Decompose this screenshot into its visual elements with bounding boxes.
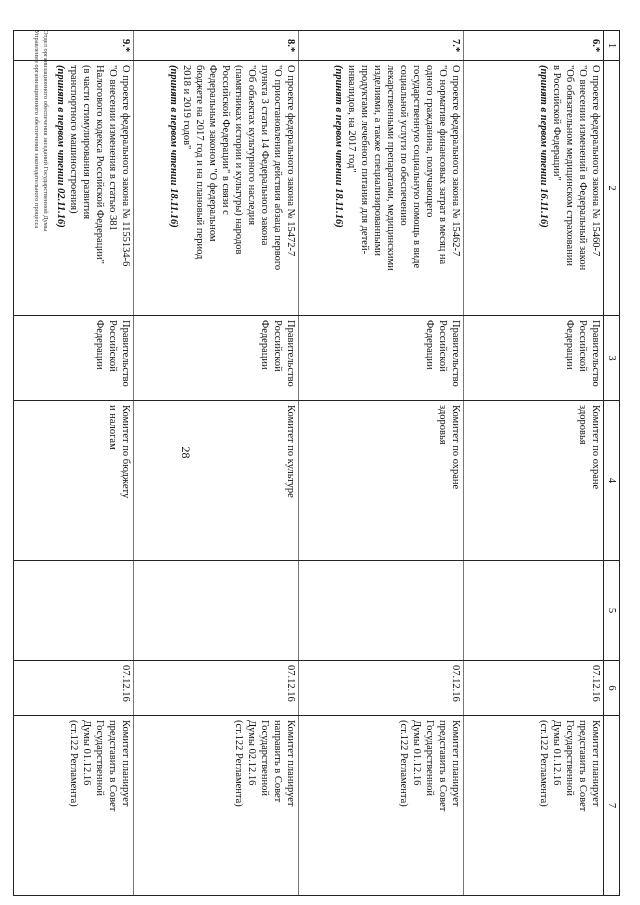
bills-table [13,30,620,896]
bill-description: О проекте федерального закона № 15462-7 "О нормативе финансовых затрат в месяц на одного гражданина, получающего государственную социальную помощь в виде социальной услуги по обеспечению лекарственными препаратами, медицинскими изделиями, а также специализированными продуктами лечебного питания для детей- инвалидов, на 2017 год" [346,65,461,271]
row-number: 7.* [299,31,464,61]
initiator: Правительство Российской Федерации [464,316,604,401]
footer [32,30,50,231]
reading-note: (принят в первом чтении 16.11.16) [538,65,549,228]
table-row [134,31,299,896]
column-header-4: 4 [604,401,620,561]
bill-description-cell [464,61,604,316]
column-header-2: 2 [604,61,620,316]
footer-line-1: Отдел организационного обеспечения заседаний Государственной Думы [42,30,49,232]
bill-description: О проекте федерального закона № 15472-7 "О приостановлении действия абзаца первого пункта 3 статьи 14 Федерального закона "Об объектах культурного наследия (памятниках истории и культуры) народов Российской Федерации" в связи с Федеральным законом "О федеральном бюджете на 2017 год и на плановый период 2018 и 2019 годов" [181,65,296,271]
table-row [464,31,604,896]
column-5-cell [134,561,299,661]
column-header-7: 7 [604,716,620,896]
column-header-6: 6 [604,661,620,716]
column-5-cell [299,561,464,661]
remark: Комитет планирует представить в Совет Государственной Думы 01.12.16 (ст.122 Регламента) [464,716,604,896]
row-number: 8.* [134,31,299,61]
committee: Комитет по культуре [134,401,299,561]
bill-description: О проекте федерального закона № 15460-7 "О внесении изменений в Федеральный закон "Об обязательном медицинском страховании в Российской Федерации" [551,65,601,271]
initiator: Правительство Российской Федерации [14,316,134,401]
table-row [299,31,464,896]
row-number: 9.* [14,31,134,61]
reading-note: (принят в первом чтении 18.11.16) [168,65,179,228]
committee: Комитет по охране здоровья [299,401,464,561]
column-header-1: 1 [604,31,620,61]
committee: Комитет по охране здоровья [464,401,604,561]
date: 07.12.16 [14,661,134,716]
bill-description-cell [134,61,299,316]
bill-description: О проекте федерального закона № 1155134-6 "О внесении изменения в статью 381 Налогового кодекса Российской Федерации" (в части стимулирования развития транспортного машиностроения) [68,65,131,267]
column-5-cell [14,561,134,661]
column-header-5: 5 [604,561,620,661]
column-header-3: 3 [604,316,620,401]
committee: Комитет по бюджету и налогам [14,401,134,561]
date: 07.12.16 [464,661,604,716]
bill-description-cell [299,61,464,316]
footer-line-2: Управления организационного обеспечения законодательного процесса [33,30,40,229]
column-numbers-row [604,31,620,896]
remark: Комитет планирует представить в Совет Государственной Думы 01.12.16 (ст.122 Регламента) [299,716,464,896]
page-number: 28 [179,446,193,459]
reading-note: (принят в первом чтении 18.11.16) [333,65,344,228]
initiator: Правительство Российской Федерации [299,316,464,401]
remark: Комитет планирует представить в Совет Государственной Думы 01.12.16 (ст.122 Регламента) [14,716,134,896]
reading-note: (принят в первом чтении 02.11.16) [55,65,66,228]
column-5-cell [464,561,604,661]
date: 07.12.16 [299,661,464,716]
date: 07.12.16 [134,661,299,716]
initiator: Правительство Российской Федерации [134,316,299,401]
row-number: 6.* [464,31,604,61]
remark: Комитет планирует направить в Совет Государственной Думы 02.12.16 (ст.122 Регламента) [134,716,299,896]
